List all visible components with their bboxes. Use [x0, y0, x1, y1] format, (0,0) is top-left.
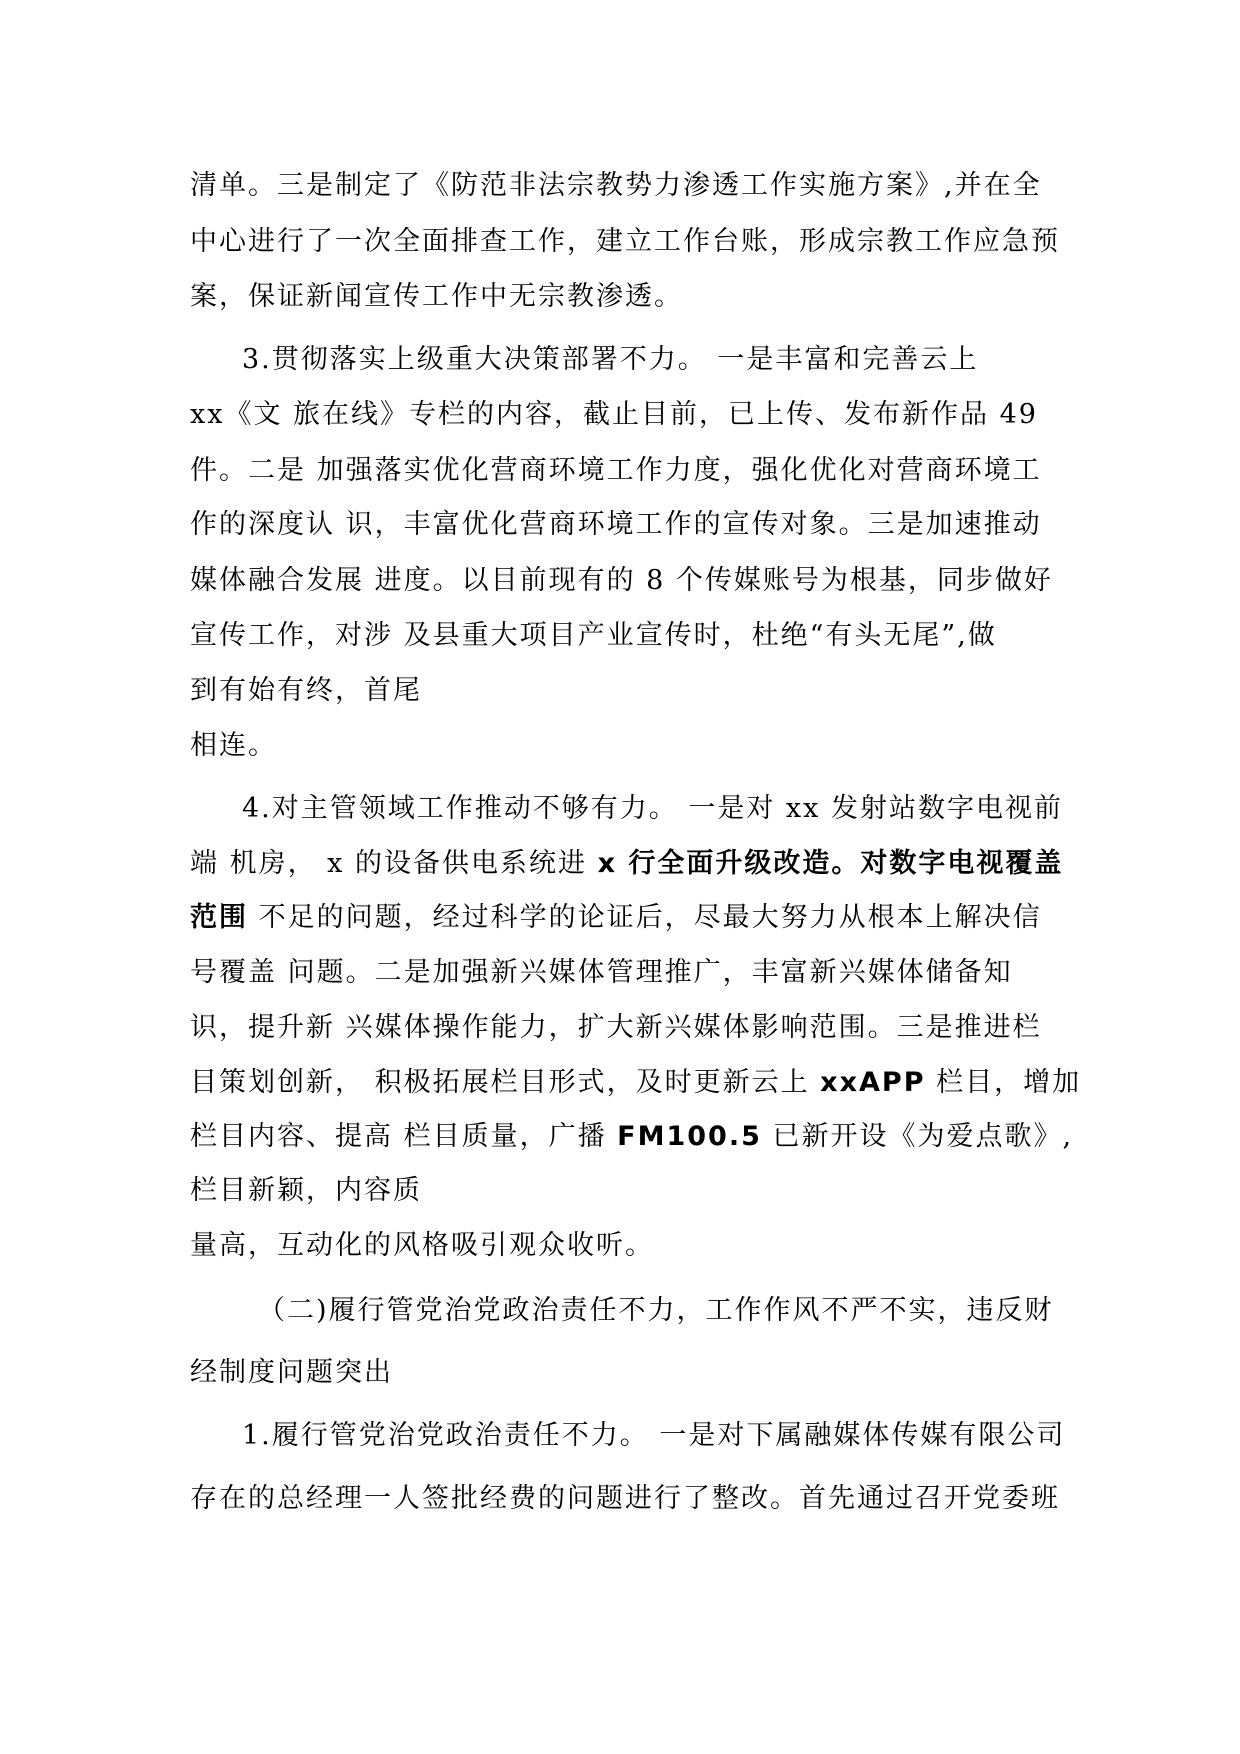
paragraph-heading: 3.贯彻落实上级重大决策部署不力。 一是丰富和完善云上: [242, 344, 979, 375]
text-line: [190, 1117, 1073, 1157]
text-line: 相连。: [190, 730, 277, 761]
text-line: 栏目新颖，内容质: [190, 1175, 422, 1206]
text-line: 识，提升新 兴媒体操作能力，扩大新兴媒体影响范围。三是推进栏: [190, 1012, 1042, 1043]
text-line: 量高，互动化的风格吸引观众收听。: [190, 1230, 654, 1261]
bold-text-run: x 行全面升级改造。对数字电视覆盖: [597, 848, 1064, 879]
text-line: 案，保证新闻宣传工作中无宗教渗透。: [190, 281, 683, 312]
section-heading-continued: 经制度问题突出: [190, 1357, 393, 1388]
text-line: 作的深度认 识，丰富优化营商环境工作的宣传对象。三是加速推动: [190, 509, 1042, 540]
text-line: [190, 898, 1042, 938]
text-line: [190, 1063, 1081, 1103]
text-line: 件。二是 加强落实优化营商环境工作力度，强化优化对营商环境工: [190, 455, 1042, 486]
text-run: 端 机房， x 的设备供电系统进: [190, 848, 598, 879]
text-line: 存在的总经理一人签批经费的问题进行了整改。首先通过召开党委班: [190, 1483, 1060, 1514]
text-line: 中心进行了一次全面排查工作，建立工作台账，形成宗教工作应急预: [190, 226, 1060, 257]
bold-text-run: xxAPP: [820, 1067, 926, 1098]
text-run: 目策划创新， 积极拓展栏目形式，及时更新云上: [190, 1067, 821, 1098]
bold-text-run: 范围: [190, 902, 248, 933]
section-heading: （二)履行管党治党政治责任不力，工作作风不严不实，违反财: [258, 1295, 1054, 1326]
text-line: 清单。三是制定了《防范非法宗教势力渗透工作实施方案》,并在全: [190, 170, 1042, 201]
text-run: 栏目内容、提高 栏目质量，广播: [190, 1121, 618, 1152]
text-line: 到有始有终，首尾: [190, 675, 422, 706]
text-run: 不足的问题，经过科学的论证后，尽最大努力从根本上解决信: [248, 902, 1042, 933]
paragraph-heading: 4.对主管领域工作推动不够有力。 一是对 xx 发射站数字电视前: [242, 793, 1063, 824]
paragraph-heading: 1.履行管党治党政治责任不力。 一是对下属融媒体传媒有限公司: [242, 1420, 1066, 1451]
text-line: 号覆盖 问题。二是加强新兴媒体管理推广，丰富新兴媒体储备知: [190, 957, 1013, 988]
bold-text-run: FM100.5: [617, 1121, 762, 1152]
text-line: [190, 844, 1063, 884]
text-line: 宣传工作，对涉 及县重大项目产业宣传时，杜绝“有头无尾”,做: [190, 620, 997, 651]
text-run: 栏目，增加: [925, 1067, 1082, 1098]
text-line: xx《文 旅在线》专栏的内容，截止目前，已上传、发布新作品 49: [190, 399, 1038, 430]
text-run: 已新开设《为爱点歌》,: [761, 1121, 1074, 1152]
text-line: 媒体融合发展 进度。以目前现有的 8 个传媒账号为根基，同步做好: [190, 565, 1053, 596]
